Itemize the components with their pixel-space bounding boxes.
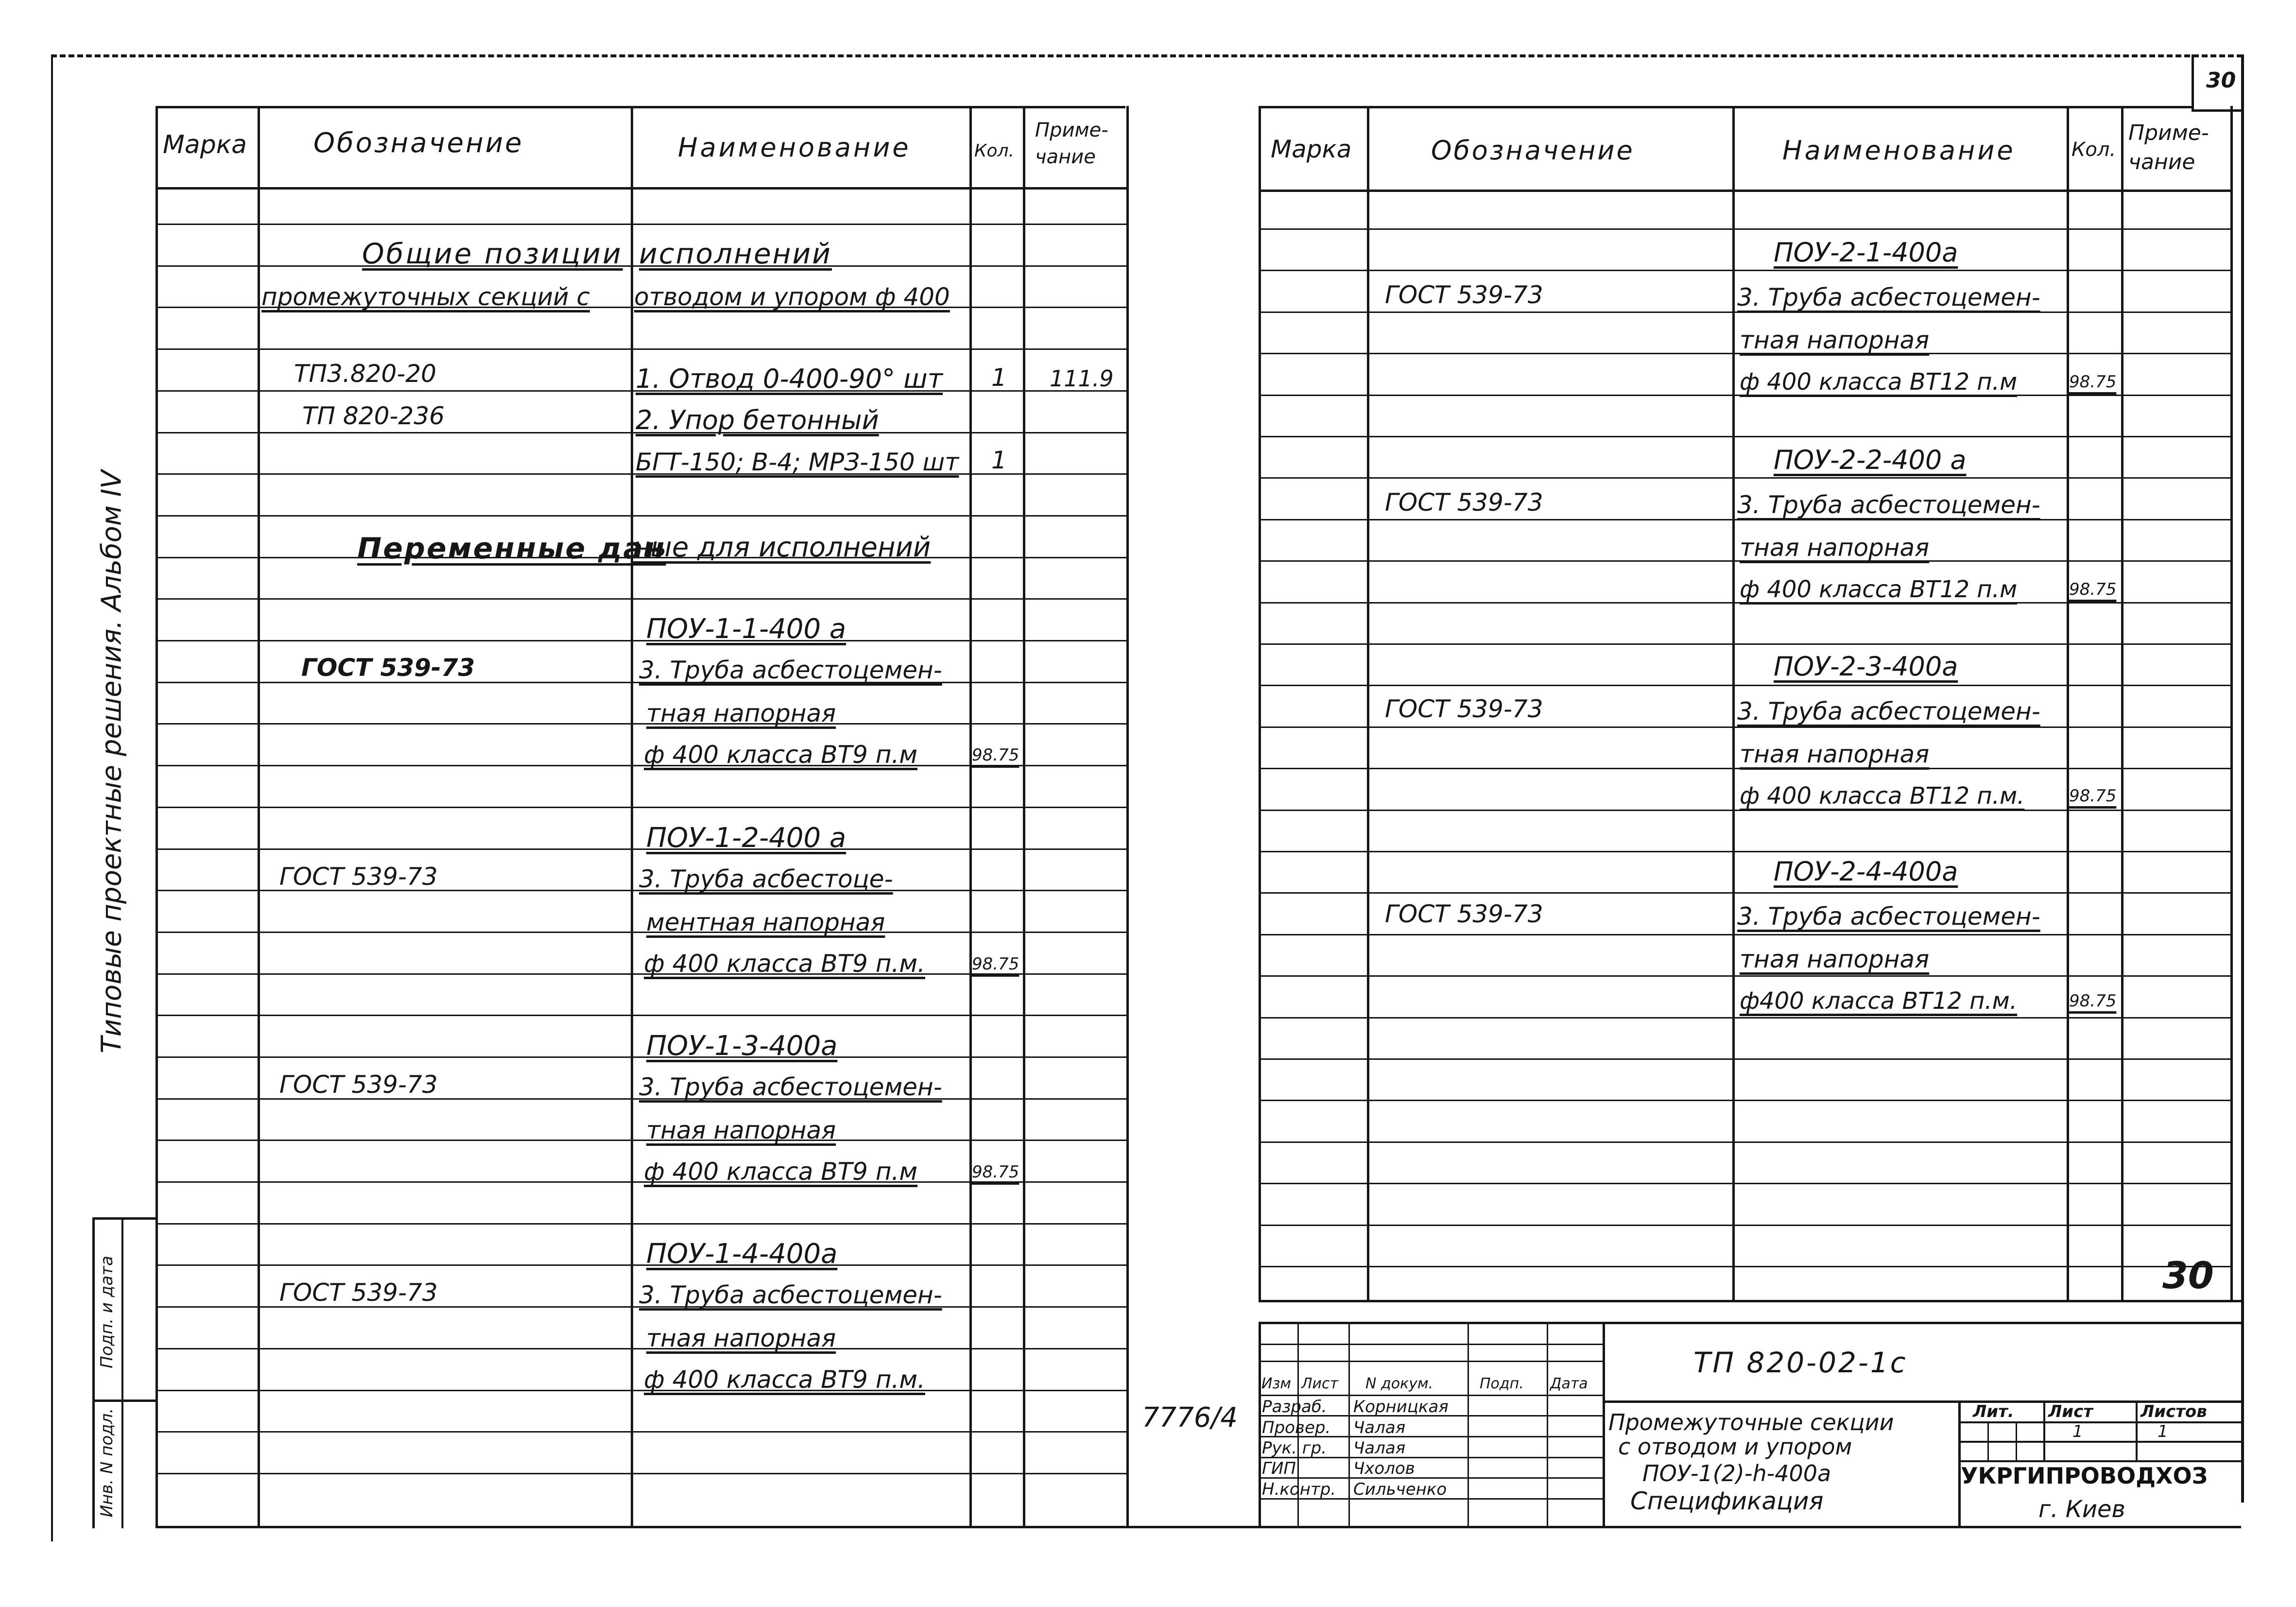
right-group-line-3: ф 400 класса ВТ12 п.м xyxy=(1740,576,2018,603)
tb-listov-value: 1 xyxy=(2158,1422,2168,1441)
left-group-line-3: ф 400 класса ВТ9 п.м. xyxy=(644,950,926,978)
tb-col-podp: Подп. xyxy=(1480,1375,1524,1392)
row-line xyxy=(1259,1266,2233,1267)
right-group-line-2: тная напорная xyxy=(1740,326,1930,354)
left-group-line-3: ф 400 класса ВТ9 п.м xyxy=(644,1158,918,1186)
row-line xyxy=(155,224,1127,225)
tb-staff-name: Чалая xyxy=(1353,1438,1406,1458)
tb-col-data: Дата xyxy=(1550,1375,1588,1392)
tb-desc-line-3: ПОУ-1(2)-h-400а xyxy=(1642,1460,1831,1486)
tb-staff-role: Рук. гр. xyxy=(1262,1438,1327,1458)
left-group-kol: 98.75 xyxy=(972,1162,1019,1182)
row-line xyxy=(1259,975,2233,977)
left-group-title: ПОУ-1-4-400а xyxy=(646,1238,838,1270)
right-group-title: ПОУ-2-2-400 а xyxy=(1774,445,1967,475)
left-common-title-a: Общие позиции xyxy=(362,237,623,270)
right-header-kol: Кол. xyxy=(2072,138,2116,161)
row-line xyxy=(155,807,1127,808)
tb-staff-name: Чалая xyxy=(1353,1418,1406,1437)
tb-col-izm: Изм xyxy=(1261,1375,1292,1392)
row-line xyxy=(1259,934,2233,935)
row-line xyxy=(1259,1225,2233,1226)
left-group-line-2: тная напорная xyxy=(646,1116,836,1144)
right-group-line-3: ф 400 класса ВТ12 п.м. xyxy=(1740,782,2025,810)
margin-vertical-text: Типовые проектные решения. Альбом IV xyxy=(96,470,128,1054)
left-item-1-name: 1. Отвод 0-400-90° шт xyxy=(636,363,943,394)
row-line xyxy=(1259,643,2233,645)
tb-desc-line-2: с отводом и упором xyxy=(1618,1434,1852,1460)
left-variable-title-b: ные для исполнений xyxy=(633,532,931,563)
left-variable-title-a: Переменные дан xyxy=(357,532,666,566)
right-group-kol: 98.75 xyxy=(2069,580,2117,599)
side-stamp-label-inv: Инв. N подл. xyxy=(97,1408,117,1518)
tb-staff-role: ГИП xyxy=(1262,1459,1296,1478)
row-line xyxy=(155,1473,1127,1474)
left-common-title-c: промежуточных секций с xyxy=(261,283,590,311)
tb-staff-name: Чхолов xyxy=(1353,1459,1415,1478)
tb-staff-role: Провер. xyxy=(1262,1418,1331,1437)
right-group-title: ПОУ-2-3-400а xyxy=(1774,651,1958,682)
tb-desc-line-4: Спецификация xyxy=(1630,1487,1824,1515)
left-group-line-1: 3. Труба асбестоцемен- xyxy=(639,1073,942,1101)
left-group-line-3: ф 400 класса ВТ9 п.м. xyxy=(644,1365,926,1394)
left-item-2-name: 2. Упор бетонный xyxy=(636,405,879,435)
row-line xyxy=(155,1140,1127,1141)
left-header-oboznachenie: Обозначение xyxy=(313,127,524,159)
left-group-kol: 98.75 xyxy=(972,954,1019,974)
tb-col-ndokum: N докум. xyxy=(1365,1375,1433,1392)
tb-organization: УКРГИПРОВОДХОЗ xyxy=(1961,1463,2208,1489)
left-group-gost: ГОСТ 539-73 xyxy=(301,654,475,682)
left-group-gost: ГОСТ 539-73 xyxy=(279,1279,438,1307)
tb-lit-label: Лит. xyxy=(1973,1402,2014,1421)
tb-list-value: 1 xyxy=(2072,1422,2083,1441)
left-item-1-oboz: ТП3.820-20 xyxy=(294,360,436,388)
left-group-line-2: ментная напорная xyxy=(646,908,885,936)
row-line xyxy=(155,640,1127,641)
row-line xyxy=(1259,1058,2233,1060)
row-line xyxy=(155,1348,1127,1349)
left-group-line-2: тная напорная xyxy=(646,699,836,727)
left-item-2-oboz: ТП 820-236 xyxy=(302,402,445,430)
right-group-kol: 98.75 xyxy=(2069,991,2117,1011)
row-line xyxy=(155,1431,1127,1433)
corner-sheet-number: 30 xyxy=(2206,68,2236,93)
right-header-naimenovanie: Наименование xyxy=(1782,135,2016,166)
left-item-3-name: БГТ-150; В-4; МРЗ-150 шт xyxy=(636,448,959,476)
row-line xyxy=(1259,851,2233,852)
tb-staff-role: Н.контр. xyxy=(1262,1480,1336,1499)
row-line xyxy=(155,932,1127,933)
row-line xyxy=(1259,1100,2233,1101)
row-line xyxy=(1259,1017,2233,1019)
right-group-title: ПОУ-2-4-400а xyxy=(1774,856,1958,887)
left-group-line-1: 3. Труба асбестоцемен- xyxy=(639,656,942,684)
right-group-line-2: тная напорная xyxy=(1740,945,1930,973)
row-line xyxy=(1259,1395,1604,1396)
left-group-title: ПОУ-1-2-400 а xyxy=(646,822,846,854)
left-header-prim-1: Приме- xyxy=(1035,119,1108,141)
tb-staff-name: Сильченко xyxy=(1353,1480,1447,1499)
left-item-3-kol: 1 xyxy=(991,446,1007,474)
left-item-1-prim: 111.9 xyxy=(1050,365,1114,392)
right-group-gost: ГОСТ 539-73 xyxy=(1385,695,1543,723)
row-line xyxy=(155,1223,1127,1225)
row-line xyxy=(155,1015,1127,1016)
archive-number: 7776/4 xyxy=(1142,1402,1238,1434)
row-line xyxy=(1259,726,2233,728)
tb-desc-line-1: Промежуточные секции xyxy=(1608,1409,1894,1435)
row-line xyxy=(1259,1361,1604,1362)
left-group-gost: ГОСТ 539-73 xyxy=(279,863,438,891)
right-group-title: ПОУ-2-1-400а xyxy=(1774,237,1958,268)
right-group-line-1: 3. Труба асбестоцемен- xyxy=(1737,283,2040,311)
row-line xyxy=(155,848,1127,850)
tb-doc-code: ТП 820-02-1с xyxy=(1693,1346,1908,1379)
left-group-gost: ГОСТ 539-73 xyxy=(279,1071,438,1099)
row-line xyxy=(1259,477,2233,479)
left-header-naimenovanie: Наименование xyxy=(678,132,911,163)
row-line xyxy=(1259,270,2233,271)
right-group-line-2: тная напорная xyxy=(1740,534,1930,562)
right-group-gost: ГОСТ 539-73 xyxy=(1385,281,1543,309)
left-common-title-d: отводом и упором ф 400 xyxy=(634,283,950,311)
row-line xyxy=(155,348,1127,350)
row-line xyxy=(1259,685,2233,686)
right-group-line-1: 3. Труба асбестоцемен- xyxy=(1737,902,2040,931)
right-header-marka: Марка xyxy=(1271,135,1352,163)
row-line xyxy=(1259,892,2233,894)
left-group-line-1: 3. Труба асбестоцемен- xyxy=(639,1281,942,1309)
left-common-title-b: исполнений xyxy=(639,237,832,270)
row-line xyxy=(1259,311,2233,313)
left-header-prim-2: чание xyxy=(1035,146,1096,168)
right-group-gost: ГОСТ 539-73 xyxy=(1385,488,1543,517)
right-group-kol: 98.75 xyxy=(2069,372,2117,392)
right-header-prim-2: чание xyxy=(2128,150,2195,174)
row-line xyxy=(155,515,1127,517)
left-header-marka: Марка xyxy=(163,130,247,159)
row-line xyxy=(155,723,1127,725)
left-group-title: ПОУ-1-1-400 а xyxy=(646,613,846,645)
right-group-gost: ГОСТ 539-73 xyxy=(1385,900,1543,928)
left-group-line-2: тная напорная xyxy=(646,1324,836,1352)
left-group-kol: 98.75 xyxy=(972,745,1019,765)
right-header-oboznachenie: Обозначение xyxy=(1431,135,1635,166)
tb-col-list: Лист xyxy=(1301,1375,1339,1392)
row-line xyxy=(1259,1183,2233,1184)
tb-listov-label: Листов xyxy=(2141,1402,2207,1421)
right-group-line-2: тная напорная xyxy=(1740,740,1930,768)
tb-staff-role: Разраб. xyxy=(1262,1397,1327,1417)
row-line xyxy=(155,598,1127,600)
row-line xyxy=(155,1264,1127,1266)
right-group-line-3: ф400 класса ВТ12 п.м. xyxy=(1740,987,2018,1015)
big-sheet-number: 30 xyxy=(2162,1254,2214,1297)
row-line xyxy=(155,765,1127,766)
row-line xyxy=(1259,1141,2233,1143)
right-group-line-3: ф 400 класса ВТ12 п.м xyxy=(1740,368,2018,396)
row-line xyxy=(1259,436,2233,437)
left-header-kol: Кол. xyxy=(974,141,1015,161)
row-line xyxy=(155,1056,1127,1058)
row-line xyxy=(1259,1477,1604,1479)
row-line xyxy=(1259,228,2233,230)
left-group-line-1: 3. Труба асбестоце- xyxy=(639,865,893,893)
right-group-kol: 98.75 xyxy=(2069,786,2117,806)
tb-list-label: Лист xyxy=(2048,1402,2093,1421)
left-item-1-kol: 1 xyxy=(991,363,1007,392)
right-group-line-1: 3. Труба асбестоцемен- xyxy=(1737,697,2040,726)
row-line xyxy=(1259,810,2233,811)
row-line xyxy=(1259,1344,1604,1345)
right-header-prim-1: Приме- xyxy=(2128,121,2209,145)
right-group-line-1: 3. Труба асбестоцемен- xyxy=(1737,491,2040,519)
tb-city: г. Киев xyxy=(2038,1496,2125,1523)
row-line xyxy=(155,1390,1127,1391)
left-group-line-3: ф 400 класса ВТ9 п.м xyxy=(644,741,918,769)
left-group-title: ПОУ-1-3-400а xyxy=(646,1030,838,1062)
side-stamp-label-sign: Подп. и дата xyxy=(97,1256,117,1368)
row-line xyxy=(1259,519,2233,520)
tb-staff-name: Корницкая xyxy=(1353,1397,1449,1417)
